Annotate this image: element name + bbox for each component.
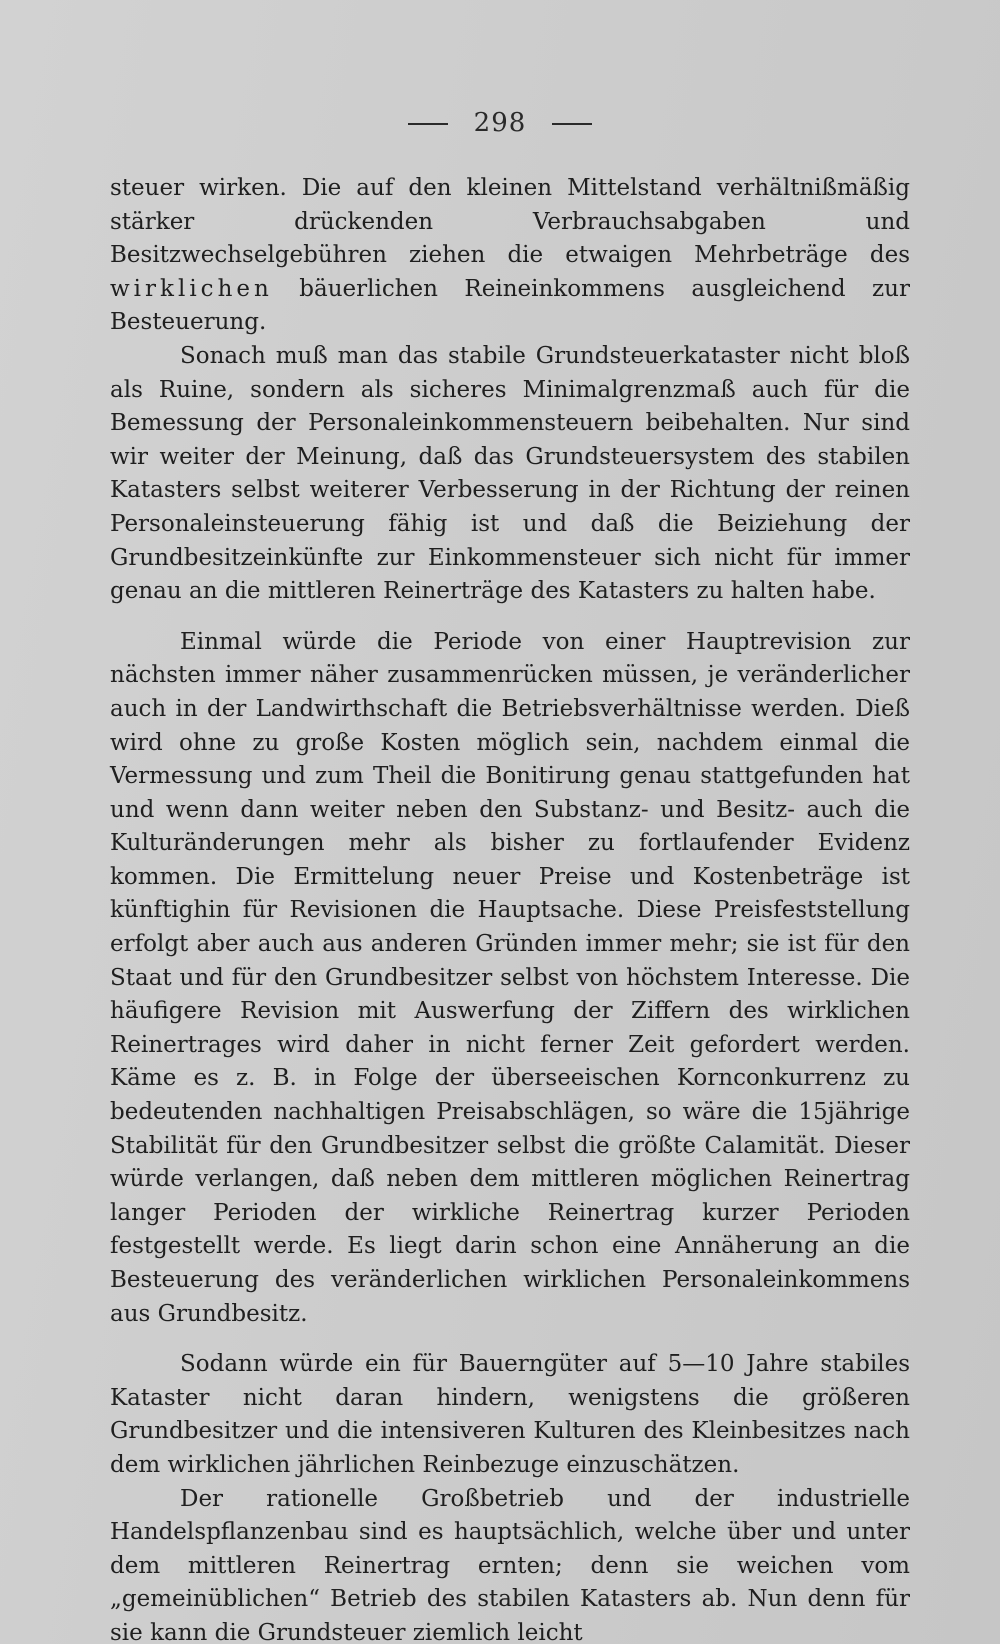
paragraph-4: Sodann würde ein für Bauerngüter auf 5—10 Jahre stabiles Kataster nicht daran hindern, wenigstens die größeren Grundbesitzer und die intensiveren Kulturen des Kleinbesitzes nach dem wirklichen jährlichen Reinbezuge einzuschätzen. — [110, 1351, 910, 1478]
header-dash-left — [408, 123, 448, 125]
paragraph-1-text-after: bäuerlichen Reineinkommens ausgleichend zur Besteuerung. — [110, 275, 910, 336]
page-header — [0, 108, 1000, 138]
paragraph-1 — [110, 172, 910, 340]
page-number: 298 — [473, 108, 527, 138]
paragraph-5: Der rationelle Großbetrieb und der industrielle Handelspflanzenbau sind es hauptsächlich, welche über und unter dem mittleren Reinertrag ernten; denn sie weichen vom „gemeinüblichen“ Betrieb des stabilen Katasters ab. Nun denn für sie kann die Grundsteuer ziemlich leicht — [110, 1485, 910, 1644]
paragraph-2: Sonach muß man das stabile Grundsteuerkataster nicht bloß als Ruine, sondern als sicheres Minimalgrenzmaß auch für die Bemessung der Personaleinkommensteuern beibehalten. Nur sind wir weiter der Meinung, daß das Grundsteuersystem des stabilen Katasters selbst weiterer Verbesserung in der Richtung der reinen Personaleinsteuerung fähig ist und daß die Beiziehung der Grundbesitzeinkünfte zur Einkommensteuer sich nicht für immer genau an die mittleren Reinerträge des Katasters zu halten habe. — [110, 342, 910, 605]
paragraph-1-emphasis: wirklichen — [110, 275, 273, 302]
header-dash-right — [552, 123, 592, 125]
page-body — [110, 172, 910, 1644]
paragraph-3: Einmal würde die Periode von einer Hauptrevision zur nächsten immer näher zusammenrücken müssen, je veränderlicher auch in der Landwirthschaft die Betriebsverhältnisse werden. Dieß wird ohne zu große Kosten möglich sein, nachdem einmal die Vermessung und zum Theil die Bonitirung genau stattgefunden hat und wenn dann weiter neben den Substanz- und Besitz- auch die Kulturänderungen mehr als bisher zu fortlaufender Evidenz kommen. Die Ermittelung neuer Preise und Kostenbeträge ist künftighin für Revisionen die Hauptsache. Diese Preisfeststellung erfolgt aber auch aus anderen Gründen immer mehr; sie ist für den Staat und für den Grundbesitzer selbst von höchstem Interesse. Die häufigere Revision mit Auswerfung der Ziffern des wirklichen Reinertrages wird daher in nicht ferner Zeit gefordert werden. Käme es z. B. in Folge der überseeischen Kornconkurrenz zu bedeutenden nachhaltigen Preisabschlägen, so wäre die 15jährige Stabilität für den Grundbesitzer selbst die größte Calamität. Dieser würde verlangen, daß neben dem mittleren möglichen Reinertrag langer Perioden der wirkliche Reinertrag kurzer Perioden festgestellt werde. Es liegt darin schon eine Annäherung an die Besteuerung des veränderlichen wirklichen Personaleinkommens aus Grundbesitz. — [110, 628, 910, 1327]
paragraph-1-text: steuer wirken. Die auf den kleinen Mittelstand verhältnißmäßig stärker drückenden Verbrauchsabgaben und Besitzwechselgebühren ziehen die etwaigen Mehrbeträge des — [110, 175, 910, 269]
